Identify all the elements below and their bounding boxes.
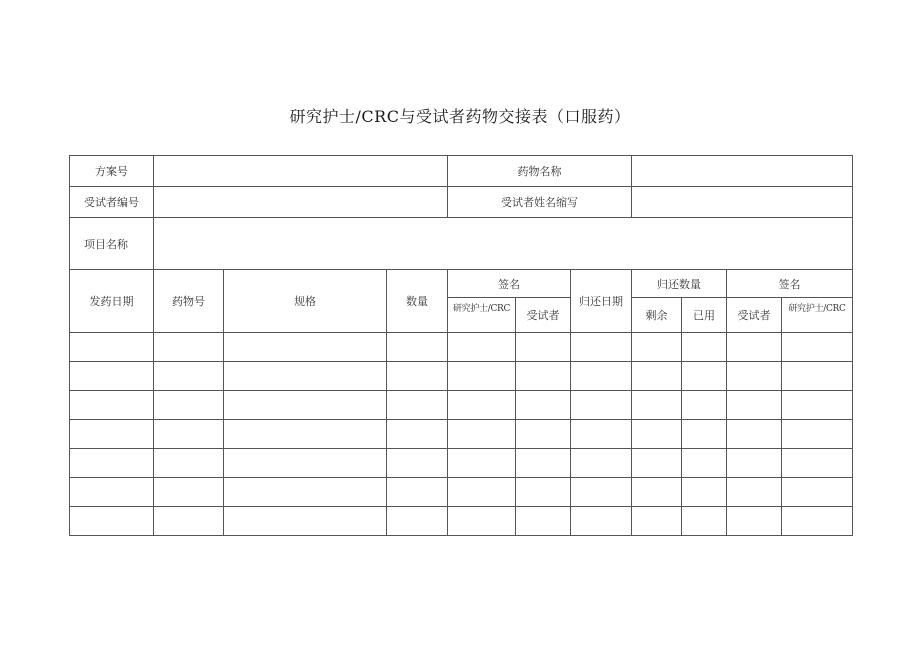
nurse-crc-sign-cell[interactable] — [448, 420, 516, 449]
quantity-cell[interactable] — [387, 478, 448, 507]
spec-cell[interactable] — [224, 507, 387, 536]
drug-no-cell[interactable] — [154, 420, 224, 449]
spec-cell[interactable] — [224, 478, 387, 507]
col-signature-2: 签名 — [727, 270, 853, 298]
quantity-cell[interactable] — [387, 333, 448, 362]
table-row — [70, 507, 853, 536]
subject-sign-cell[interactable] — [516, 478, 571, 507]
col-used: 已用 — [682, 298, 727, 333]
subject-sign-cell[interactable] — [516, 391, 571, 420]
subject-sign-2-cell[interactable] — [727, 391, 782, 420]
subject-initials-field[interactable] — [632, 187, 853, 218]
col-return-qty: 归还数量 — [632, 270, 727, 298]
dispense-date-cell[interactable] — [70, 333, 154, 362]
table-row — [70, 391, 853, 420]
nurse-crc-sign-cell[interactable] — [448, 449, 516, 478]
drug-handover-table — [69, 155, 853, 536]
quantity-cell[interactable] — [387, 420, 448, 449]
used-cell[interactable] — [682, 478, 727, 507]
drug-name-field[interactable] — [632, 156, 853, 187]
col-subject: 受试者 — [516, 298, 571, 333]
used-cell[interactable] — [682, 362, 727, 391]
nurse-crc-sign-cell[interactable] — [448, 391, 516, 420]
col-remaining: 剩余 — [632, 298, 682, 333]
dispense-date-cell[interactable] — [70, 507, 154, 536]
header-row-protocol — [70, 156, 853, 187]
table-row — [70, 449, 853, 478]
project-name-label: 项目名称 — [70, 218, 154, 270]
spec-cell[interactable] — [224, 333, 387, 362]
col-drug-no: 药物号 — [154, 270, 224, 333]
nurse-crc-sign-cell[interactable] — [448, 507, 516, 536]
col-nurse-crc-2: 研究护士/CRC — [782, 298, 853, 333]
subject-sign-cell[interactable] — [516, 333, 571, 362]
subject-sign-2-cell[interactable] — [727, 449, 782, 478]
spec-cell[interactable] — [224, 391, 387, 420]
remaining-cell[interactable] — [632, 507, 682, 536]
col-subject-2: 受试者 — [727, 298, 782, 333]
protocol-no-label: 方案号 — [70, 156, 154, 187]
project-name-field[interactable] — [154, 218, 853, 270]
header-row-subject — [70, 187, 853, 218]
subject-sign-2-cell[interactable] — [727, 333, 782, 362]
subject-sign-cell[interactable] — [516, 420, 571, 449]
header-row-project — [70, 218, 853, 270]
drug-no-cell[interactable] — [154, 391, 224, 420]
col-quantity: 数量 — [387, 270, 448, 333]
table-row — [70, 362, 853, 391]
quantity-cell[interactable] — [387, 362, 448, 391]
subject-sign-cell[interactable] — [516, 362, 571, 391]
subject-sign-2-cell[interactable] — [727, 362, 782, 391]
remaining-cell[interactable] — [632, 478, 682, 507]
column-header-row — [70, 270, 853, 298]
nurse-crc-sign-cell[interactable] — [448, 333, 516, 362]
return-date-cell[interactable] — [571, 420, 632, 449]
col-nurse-crc: 研究护士/CRC — [448, 298, 516, 333]
protocol-no-field[interactable] — [154, 156, 448, 187]
col-return-date: 归还日期 — [571, 270, 632, 333]
dispense-date-cell[interactable] — [70, 449, 154, 478]
remaining-cell[interactable] — [632, 449, 682, 478]
remaining-cell[interactable] — [632, 420, 682, 449]
nurse-crc-sign-2-cell[interactable] — [782, 391, 853, 420]
nurse-crc-sign-2-cell[interactable] — [782, 449, 853, 478]
remaining-cell[interactable] — [632, 362, 682, 391]
subject-sign-2-cell[interactable] — [727, 507, 782, 536]
used-cell[interactable] — [682, 420, 727, 449]
used-cell[interactable] — [682, 333, 727, 362]
subject-sign-2-cell[interactable] — [727, 420, 782, 449]
table-row — [70, 420, 853, 449]
return-date-cell[interactable] — [571, 333, 632, 362]
used-cell[interactable] — [682, 391, 727, 420]
spec-cell[interactable] — [224, 420, 387, 449]
nurse-crc-sign-2-cell[interactable] — [782, 362, 853, 391]
drug-no-cell[interactable] — [154, 449, 224, 478]
return-date-cell[interactable] — [571, 507, 632, 536]
dispense-date-cell[interactable] — [70, 391, 154, 420]
used-cell[interactable] — [682, 449, 727, 478]
table-row — [70, 478, 853, 507]
col-dispense-date: 发药日期 — [70, 270, 154, 333]
nurse-crc-sign-cell[interactable] — [448, 478, 516, 507]
nurse-crc-sign-2-cell[interactable] — [782, 333, 853, 362]
quantity-cell[interactable] — [387, 449, 448, 478]
subject-code-label: 受试者编号 — [70, 187, 154, 218]
col-spec: 规格 — [224, 270, 387, 333]
return-date-cell[interactable] — [571, 478, 632, 507]
spec-cell[interactable] — [224, 362, 387, 391]
table-row — [70, 333, 853, 362]
nurse-crc-sign-2-cell[interactable] — [782, 420, 853, 449]
drug-name-label: 药物名称 — [448, 156, 632, 187]
nurse-crc-sign-2-cell[interactable] — [782, 478, 853, 507]
subject-sign-cell[interactable] — [516, 507, 571, 536]
drug-no-cell[interactable] — [154, 333, 224, 362]
drug-no-cell[interactable] — [154, 507, 224, 536]
return-date-cell[interactable] — [571, 391, 632, 420]
data-rows — [70, 333, 853, 536]
dispense-date-cell[interactable] — [70, 478, 154, 507]
form-title: 研究护士/CRC与受试者药物交接表（口服药） — [289, 107, 631, 126]
spec-cell[interactable] — [224, 449, 387, 478]
quantity-cell[interactable] — [387, 391, 448, 420]
remaining-cell[interactable] — [632, 333, 682, 362]
nurse-crc-sign-2-cell[interactable] — [782, 507, 853, 536]
used-cell[interactable] — [682, 507, 727, 536]
remaining-cell[interactable] — [632, 391, 682, 420]
return-date-cell[interactable] — [571, 449, 632, 478]
subject-sign-cell[interactable] — [516, 449, 571, 478]
drug-no-cell[interactable] — [154, 362, 224, 391]
col-signature: 签名 — [448, 270, 571, 298]
subject-sign-2-cell[interactable] — [727, 478, 782, 507]
subject-initials-label: 受试者姓名缩写 — [448, 187, 632, 218]
subject-code-field[interactable] — [154, 187, 448, 218]
return-date-cell[interactable] — [571, 362, 632, 391]
dispense-date-cell[interactable] — [70, 420, 154, 449]
nurse-crc-sign-cell[interactable] — [448, 362, 516, 391]
dispense-date-cell[interactable] — [70, 362, 154, 391]
drug-no-cell[interactable] — [154, 478, 224, 507]
quantity-cell[interactable] — [387, 507, 448, 536]
